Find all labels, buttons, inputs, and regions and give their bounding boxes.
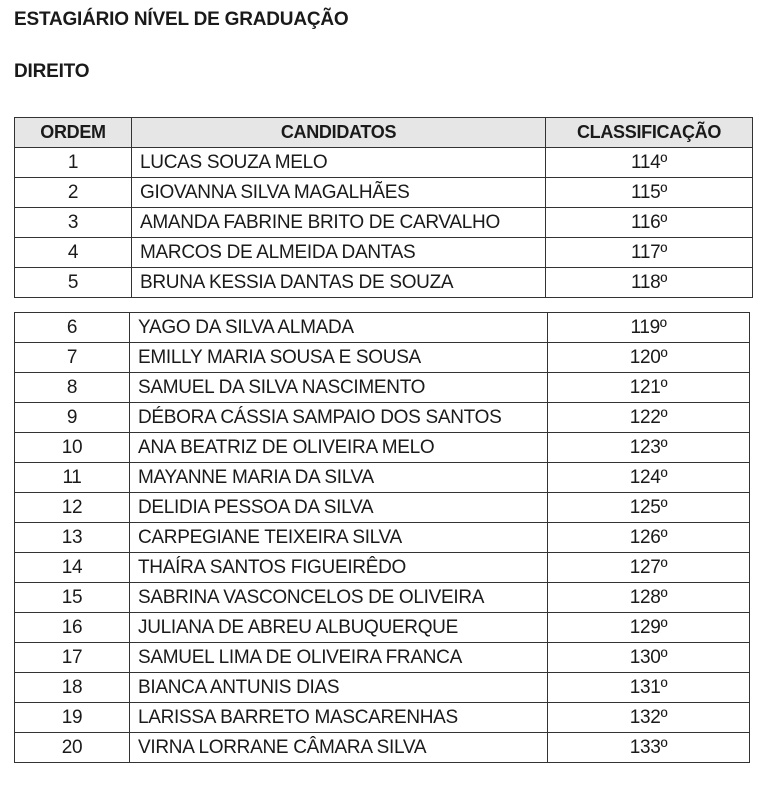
candidate-name-cell: SAMUEL DA SILVA NASCIMENTO	[130, 373, 548, 403]
classification-cell: 120º	[548, 343, 750, 373]
candidate-name-cell: CARPEGIANE TEIXEIRA SILVA	[130, 523, 548, 553]
table-row	[15, 733, 750, 763]
classification-cell: 133º	[548, 733, 750, 763]
classification-cell: 132º	[548, 703, 750, 733]
classification-cell: 129º	[548, 613, 750, 643]
candidate-name-cell: THAÍRA SANTOS FIGUEIRÊDO	[130, 553, 548, 583]
order-cell: 13	[15, 523, 130, 553]
candidate-name-cell: SABRINA VASCONCELOS DE OLIVEIRA	[130, 583, 548, 613]
table-row	[15, 463, 750, 493]
table-row	[15, 613, 750, 643]
candidate-name-cell: VIRNA LORRANE CÂMARA SILVA	[130, 733, 548, 763]
column-header-order: ORDEM	[15, 118, 132, 148]
order-cell: 15	[15, 583, 130, 613]
table-row	[15, 643, 750, 673]
table-row	[15, 433, 750, 463]
order-cell: 5	[15, 268, 132, 298]
order-cell: 14	[15, 553, 130, 583]
classification-cell: 130º	[548, 643, 750, 673]
order-cell: 19	[15, 703, 130, 733]
order-cell: 1	[15, 148, 132, 178]
classification-cell: 116º	[546, 208, 753, 238]
candidate-name-cell: BRUNA KESSIA DANTAS DE SOUZA	[132, 268, 546, 298]
column-header-candidates: CANDIDATOS	[132, 118, 546, 148]
order-cell: 10	[15, 433, 130, 463]
table-row	[15, 523, 750, 553]
table-row	[15, 673, 750, 703]
candidate-name-cell: EMILLY MARIA SOUSA E SOUSA	[130, 343, 548, 373]
classification-cell: 125º	[548, 493, 750, 523]
table-row	[15, 268, 753, 298]
classification-cell: 131º	[548, 673, 750, 703]
table-row	[15, 703, 750, 733]
order-cell: 6	[15, 313, 130, 343]
document-heading: ESTAGIÁRIO NÍVEL DE GRADUAÇÃO	[14, 9, 349, 30]
candidate-name-cell: SAMUEL LIMA DE OLIVEIRA FRANCA	[130, 643, 548, 673]
table-body	[15, 313, 750, 763]
table-row	[15, 553, 750, 583]
classification-cell: 115º	[546, 178, 753, 208]
classification-cell: 114º	[546, 148, 753, 178]
page-break	[0, 298, 778, 311]
candidate-name-cell: MARCOS DE ALMEIDA DANTAS	[132, 238, 546, 268]
classification-cell: 124º	[548, 463, 750, 493]
results-table-part-1	[14, 117, 753, 298]
order-cell: 11	[15, 463, 130, 493]
order-cell: 16	[15, 613, 130, 643]
order-cell: 8	[15, 373, 130, 403]
classification-cell: 117º	[546, 238, 753, 268]
candidate-name-cell: YAGO DA SILVA ALMADA	[130, 313, 548, 343]
classification-cell: 128º	[548, 583, 750, 613]
candidate-name-cell: BIANCA ANTUNIS DIAS	[130, 673, 548, 703]
candidate-name-cell: LUCAS SOUZA MELO	[132, 148, 546, 178]
table-row	[15, 343, 750, 373]
table-row	[15, 208, 753, 238]
candidate-name-cell: GIOVANNA SILVA MAGALHÃES	[132, 178, 546, 208]
candidate-name-cell: MAYANNE MARIA DA SILVA	[130, 463, 548, 493]
course-title: DIREITO	[14, 61, 90, 82]
order-cell: 9	[15, 403, 130, 433]
candidate-name-cell: ANA BEATRIZ DE OLIVEIRA MELO	[130, 433, 548, 463]
order-cell: 7	[15, 343, 130, 373]
candidate-name-cell: AMANDA FABRINE BRITO DE CARVALHO	[132, 208, 546, 238]
classification-cell: 123º	[548, 433, 750, 463]
candidate-name-cell: DELIDIA PESSOA DA SILVA	[130, 493, 548, 523]
table-row	[15, 178, 753, 208]
order-cell: 12	[15, 493, 130, 523]
order-cell: 4	[15, 238, 132, 268]
table-row	[15, 493, 750, 523]
table-row	[15, 148, 753, 178]
results-table-part-2	[14, 312, 750, 763]
table-row	[15, 313, 750, 343]
order-cell: 3	[15, 208, 132, 238]
candidate-name-cell: JULIANA DE ABREU ALBUQUERQUE	[130, 613, 548, 643]
order-cell: 2	[15, 178, 132, 208]
classification-cell: 118º	[546, 268, 753, 298]
classification-cell: 122º	[548, 403, 750, 433]
table-row	[15, 238, 753, 268]
classification-cell: 126º	[548, 523, 750, 553]
table-row	[15, 583, 750, 613]
table-header-row	[15, 118, 753, 148]
table-row	[15, 373, 750, 403]
classification-cell: 119º	[548, 313, 750, 343]
classification-cell: 127º	[548, 553, 750, 583]
column-header-classification: CLASSIFICAÇÃO	[546, 118, 753, 148]
classification-cell: 121º	[548, 373, 750, 403]
order-cell: 20	[15, 733, 130, 763]
table-body	[15, 148, 753, 298]
order-cell: 18	[15, 673, 130, 703]
candidate-name-cell: DÉBORA CÁSSIA SAMPAIO DOS SANTOS	[130, 403, 548, 433]
candidate-name-cell: LARISSA BARRETO MASCARENHAS	[130, 703, 548, 733]
order-cell: 17	[15, 643, 130, 673]
table-row	[15, 403, 750, 433]
